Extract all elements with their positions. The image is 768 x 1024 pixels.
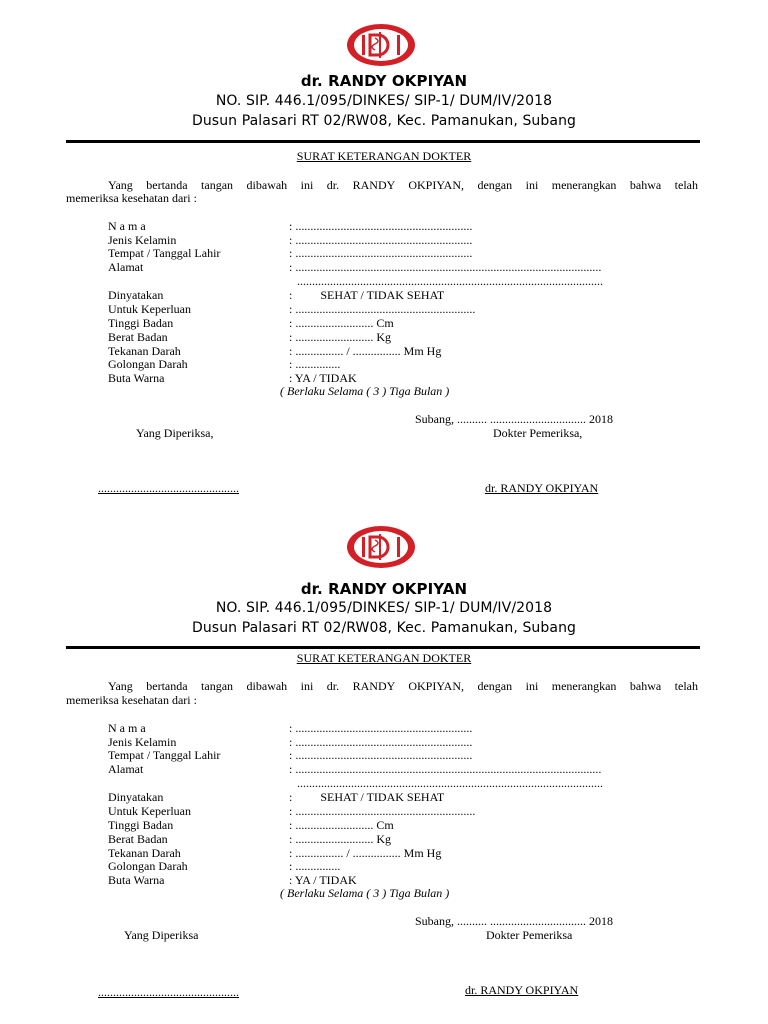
- validity-note: ( Berlaku Selama ( 3 ) Tiga Bulan ): [280, 886, 450, 900]
- validity-note: ( Berlaku Selama ( 3 ) Tiga Bulan ): [280, 384, 450, 398]
- field-label-dinyatakan: Dinyatakan: [108, 288, 164, 302]
- clinic-address: Dusun Palasari RT 02/RW08, Kec. Pamanukan, Subang: [191, 113, 577, 129]
- examinee-signature-line[interactable]: ...............................................: [98, 481, 239, 495]
- field-label-tempat-tanggal-lahir: Tempat / Tanggal Lahir: [108, 748, 221, 762]
- examiner-label: Dokter Pemeriksa,: [493, 426, 583, 440]
- field-value-alamat-line-2[interactable]: ......................................................................................................: [297, 776, 603, 790]
- field-label-tinggi-badan: Tinggi Badan: [108, 818, 174, 832]
- license-number: NO. SIP. 446.1/095/DINKES/ SIP-1/ DUM/IV/2018: [215, 600, 553, 616]
- doctor-name-heading: dr. RANDY OKPIYAN: [300, 72, 468, 90]
- field-value-tekanan-darah[interactable]: : ................ / ................ Mm Hg: [289, 846, 442, 860]
- field-value-dinyatakan[interactable]: [289, 790, 444, 804]
- field-value-jenis-kelamin[interactable]: : ...........................................................: [289, 735, 473, 749]
- field-value-tempat-tanggal-lahir[interactable]: : ...........................................................: [289, 748, 473, 762]
- examinee-label: Yang Diperiksa: [124, 928, 199, 942]
- header-divider: [66, 140, 700, 143]
- field-label-berat-badan: Berat Badan: [108, 330, 168, 344]
- intro-text-line-1: Yang bertanda tangan dibawah ini dr. RANDY OKPIYAN, dengan ini menerangkan bahwa telah: [108, 178, 698, 192]
- field-label-untuk-keperluan: Untuk Keperluan: [108, 302, 191, 316]
- field-value-berat-badan[interactable]: : .......................... Kg: [289, 832, 391, 846]
- dinyatakan-colon: :: [289, 790, 293, 804]
- field-value-alamat-line-2[interactable]: ......................................................................................................: [297, 274, 603, 288]
- field-value-buta-warna[interactable]: : YA / TIDAK: [289, 371, 357, 385]
- examinee-label: Yang Diperiksa,: [136, 426, 214, 440]
- field-value-alamat[interactable]: : ......................................................................................................: [289, 762, 602, 776]
- field-label-jenis-kelamin: Jenis Kelamin: [108, 233, 177, 247]
- place-date[interactable]: Subang, .......... ................................ 2018: [415, 914, 613, 928]
- field-value-jenis-kelamin[interactable]: : ...........................................................: [289, 233, 473, 247]
- field-value-alamat[interactable]: : ......................................................................................................: [289, 260, 602, 274]
- dinyatakan-colon: :: [289, 288, 293, 302]
- certificate-form-2: [0, 502, 768, 1004]
- intro-text-line-1: Yang bertanda tangan dibawah ini dr. RANDY OKPIYAN, dengan ini menerangkan bahwa telah: [108, 679, 698, 693]
- intro-text-line-2: memeriksa kesehatan dari :: [66, 191, 197, 205]
- dinyatakan-options[interactable]: SEHAT / TIDAK SEHAT: [320, 288, 445, 302]
- field-label-alamat: Alamat: [108, 260, 144, 274]
- examinee-signature-line[interactable]: ...............................................: [98, 985, 239, 999]
- field-value-golongan-darah[interactable]: : ...............: [289, 859, 341, 873]
- field-value-golongan-darah[interactable]: : ...............: [289, 357, 341, 371]
- field-value-tinggi-badan[interactable]: : .......................... Cm: [289, 818, 394, 832]
- examiner-signature-name: dr. RANDY OKPIYAN: [465, 983, 579, 997]
- field-label-tekanan-darah: Tekanan Darah: [108, 344, 181, 358]
- document-title: SURAT KETERANGAN DOKTER: [296, 149, 472, 163]
- field-value-nama[interactable]: : ...........................................................: [289, 219, 473, 233]
- field-label-buta-warna: Buta Warna: [108, 873, 165, 887]
- dinyatakan-options[interactable]: SEHAT / TIDAK SEHAT: [320, 790, 445, 804]
- header-divider: [66, 646, 700, 649]
- field-label-jenis-kelamin: Jenis Kelamin: [108, 735, 177, 749]
- field-label-tekanan-darah: Tekanan Darah: [108, 846, 181, 860]
- field-label-tempat-tanggal-lahir: Tempat / Tanggal Lahir: [108, 246, 221, 260]
- doctor-name-heading: dr. RANDY OKPIYAN: [300, 580, 468, 598]
- certificate-form-1: [0, 0, 768, 502]
- place-date[interactable]: Subang, .......... ................................ 2018: [415, 412, 613, 426]
- field-value-tempat-tanggal-lahir[interactable]: : ...........................................................: [289, 246, 473, 260]
- field-value-buta-warna[interactable]: : YA / TIDAK: [289, 873, 357, 887]
- field-value-tekanan-darah[interactable]: : ................ / ................ Mm Hg: [289, 344, 442, 358]
- idi-logo: [345, 524, 417, 570]
- field-value-dinyatakan[interactable]: [289, 288, 444, 302]
- field-label-alamat: Alamat: [108, 762, 144, 776]
- idi-logo: [345, 22, 417, 68]
- intro-text-line-2: memeriksa kesehatan dari :: [66, 693, 197, 707]
- field-label-nama: N a m a: [108, 721, 146, 735]
- field-label-dinyatakan: Dinyatakan: [108, 790, 164, 804]
- examiner-signature-name: dr. RANDY OKPIYAN: [485, 481, 599, 495]
- field-label-nama: N a m a: [108, 219, 146, 233]
- field-label-golongan-darah: Golongan Darah: [108, 859, 188, 873]
- examiner-label: Dokter Pemeriksa: [486, 928, 573, 942]
- field-value-nama[interactable]: : ...........................................................: [289, 721, 473, 735]
- field-label-buta-warna: Buta Warna: [108, 371, 165, 385]
- field-label-golongan-darah: Golongan Darah: [108, 357, 188, 371]
- field-value-berat-badan[interactable]: : .......................... Kg: [289, 330, 391, 344]
- clinic-address: Dusun Palasari RT 02/RW08, Kec. Pamanukan, Subang: [191, 620, 577, 636]
- document-title: SURAT KETERANGAN DOKTER: [296, 651, 472, 665]
- field-label-berat-badan: Berat Badan: [108, 832, 168, 846]
- field-value-untuk-keperluan[interactable]: : ............................................................: [289, 804, 476, 818]
- field-label-untuk-keperluan: Untuk Keperluan: [108, 804, 191, 818]
- field-value-tinggi-badan[interactable]: : .......................... Cm: [289, 316, 394, 330]
- field-value-untuk-keperluan[interactable]: : ............................................................: [289, 302, 476, 316]
- field-label-tinggi-badan: Tinggi Badan: [108, 316, 174, 330]
- license-number: NO. SIP. 446.1/095/DINKES/ SIP-1/ DUM/IV/2018: [215, 93, 553, 109]
